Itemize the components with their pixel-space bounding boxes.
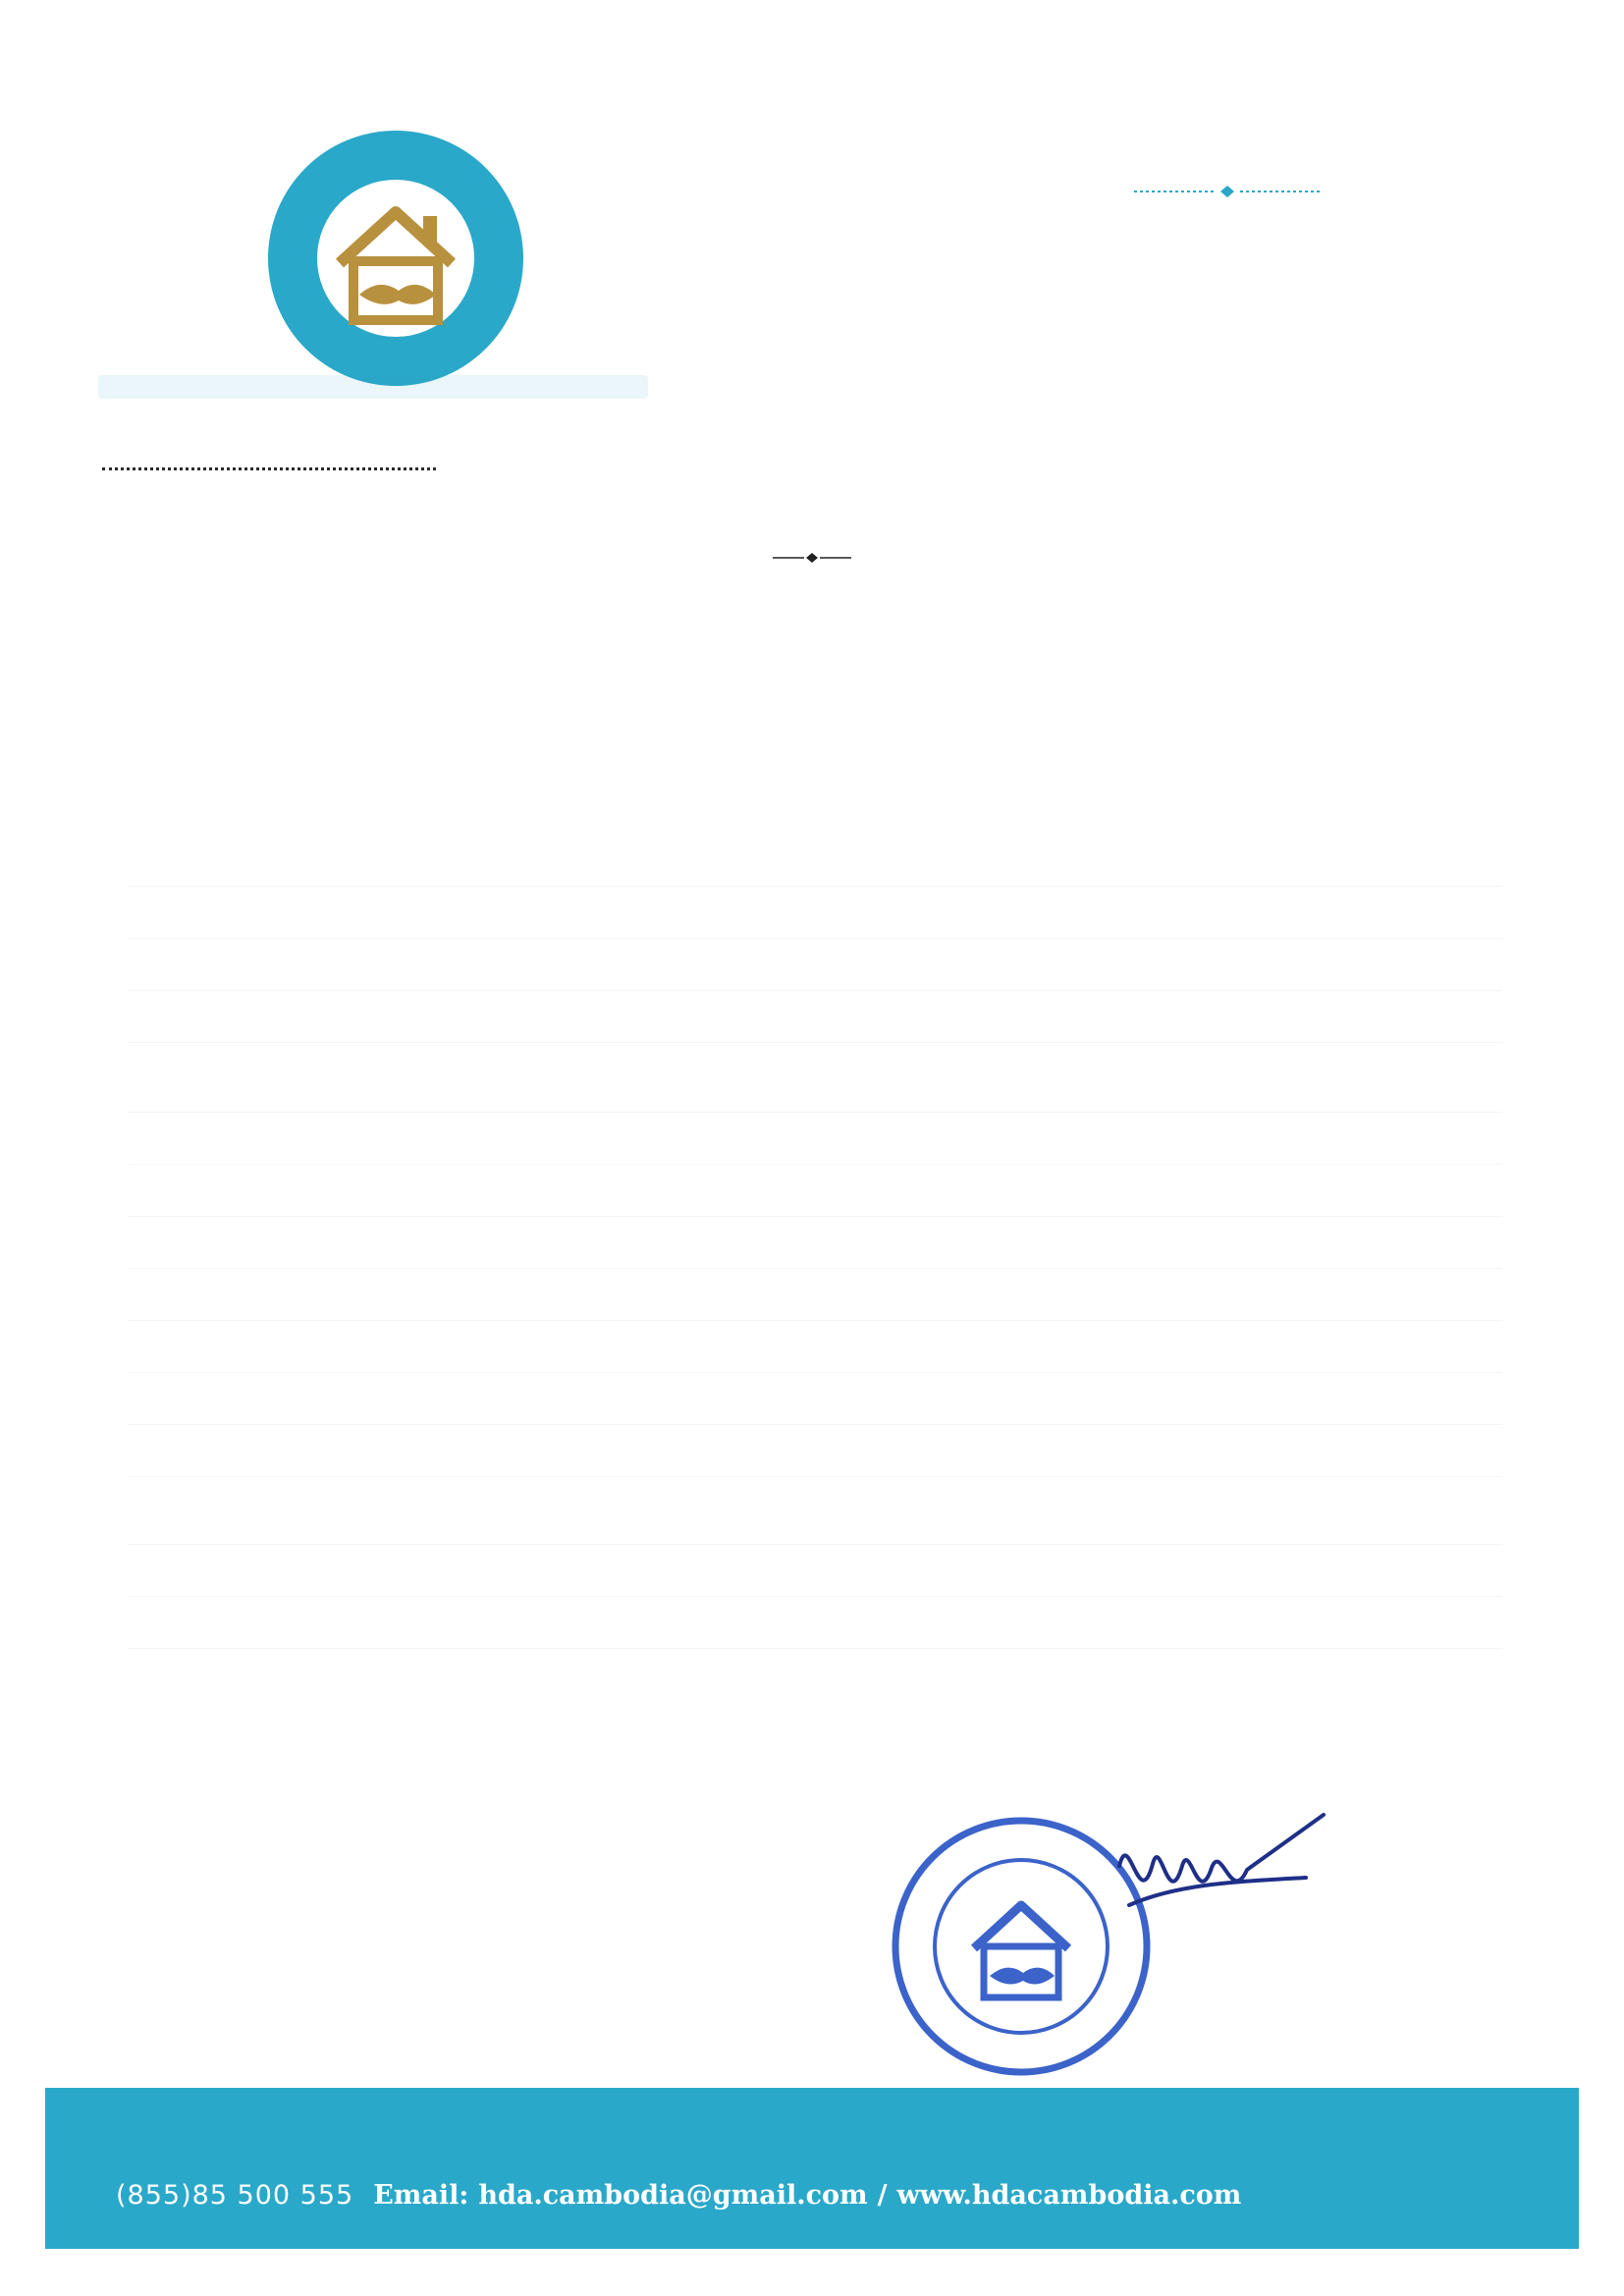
footer-address [116, 2119, 1549, 2160]
paragraph-line [128, 1597, 1502, 1649]
paragraph-line [128, 1113, 1502, 1165]
paragraph-line [128, 887, 1502, 939]
kingdom-motto [992, 71, 1463, 228]
date-place [864, 1744, 1512, 1797]
paragraph-line [128, 1165, 1502, 1217]
footer-band [45, 2088, 1579, 2249]
paragraph-line [128, 1217, 1502, 1269]
motto-line-1 [992, 71, 1463, 124]
paragraph-line [128, 939, 1502, 991]
paragraph-line [128, 835, 1502, 887]
signatory-name [992, 2003, 1286, 2052]
paragraph-line [128, 991, 1502, 1043]
addressee-line [550, 579, 1080, 636]
date-block [864, 1691, 1512, 1797]
addressee-line [550, 636, 1080, 693]
reference-number [102, 428, 436, 470]
footer-phone: (855)85 500 555 [116, 2179, 354, 2211]
organization-logo [263, 126, 528, 391]
footer-separator: / [877, 2179, 888, 2211]
body-paragraph-3 [128, 1493, 1502, 1649]
footer-website[interactable]: www.hdacambodia.com [896, 2179, 1242, 2211]
signature [1100, 1807, 1335, 1954]
addressee-line [550, 693, 1080, 750]
motto-ornament-icon [1134, 185, 1321, 198]
footer-email-label: Email: [373, 2179, 469, 2211]
paragraph-line [128, 1545, 1502, 1597]
salutation [128, 776, 736, 825]
motto-line-2 [992, 124, 1463, 177]
addressee-block [550, 579, 1080, 752]
paragraph-line [128, 1425, 1502, 1477]
paragraph-line [128, 1493, 1502, 1545]
paragraph-line [128, 1269, 1502, 1321]
paragraph-line [128, 1373, 1502, 1425]
letter-title [665, 491, 959, 550]
footer-contact [116, 2174, 1549, 2215]
paragraph-line [128, 1321, 1502, 1373]
footer-email[interactable]: hda.cambodia@gmail.com [478, 2179, 868, 2211]
body-paragraph-2 [128, 1061, 1502, 1477]
body-paragraph-1 [128, 835, 1502, 1043]
paragraph-line [128, 1061, 1502, 1113]
organization-name-text [98, 375, 648, 399]
title-ornament-icon [773, 550, 851, 569]
signatory-role [884, 1799, 1041, 1838]
date-lunar [864, 1691, 1512, 1744]
organization-name [98, 369, 648, 414]
